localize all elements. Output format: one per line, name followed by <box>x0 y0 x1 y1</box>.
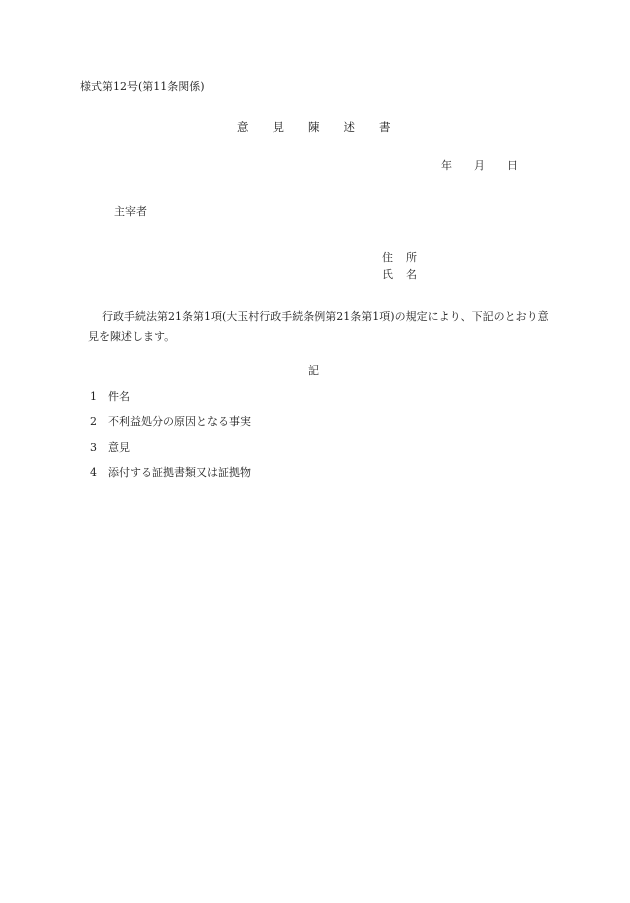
item-label: 意見 <box>108 441 130 454</box>
name-label-2: 名 <box>406 268 417 281</box>
name-label-1: 氏 <box>382 268 393 281</box>
item-number: 2 <box>90 415 97 428</box>
item-number: 1 <box>90 390 97 403</box>
sender-address-row <box>382 252 417 263</box>
address-label-2: 所 <box>406 251 417 264</box>
item-number: 4 <box>90 466 97 479</box>
date-year-label: 年 <box>441 159 452 172</box>
list-item <box>90 442 130 453</box>
date-line <box>441 160 518 171</box>
document-title: 意見陳述書 <box>237 120 415 134</box>
ki-heading: 記 <box>308 364 319 377</box>
list-item <box>90 467 251 478</box>
list-item <box>90 391 130 402</box>
item-number: 3 <box>90 441 97 454</box>
address-label-1: 住 <box>382 251 393 264</box>
addressee: 主宰者 <box>114 205 147 218</box>
date-month-label: 月 <box>474 159 485 172</box>
statement-body: 行政手続法第21条第1項(大玉村行政手続条例第21条第1項)の規定により、下記のとおり意見を陳述します。 <box>88 310 549 343</box>
sender-name-row <box>382 269 417 280</box>
item-label: 添付する証拠書類又は証拠物 <box>108 466 251 479</box>
form-number: 様式第12号(第11条関係) <box>80 80 205 93</box>
item-label: 件名 <box>108 390 130 403</box>
date-day-label: 日 <box>507 159 518 172</box>
list-item <box>90 416 251 427</box>
item-label: 不利益処分の原因となる事実 <box>108 415 251 428</box>
